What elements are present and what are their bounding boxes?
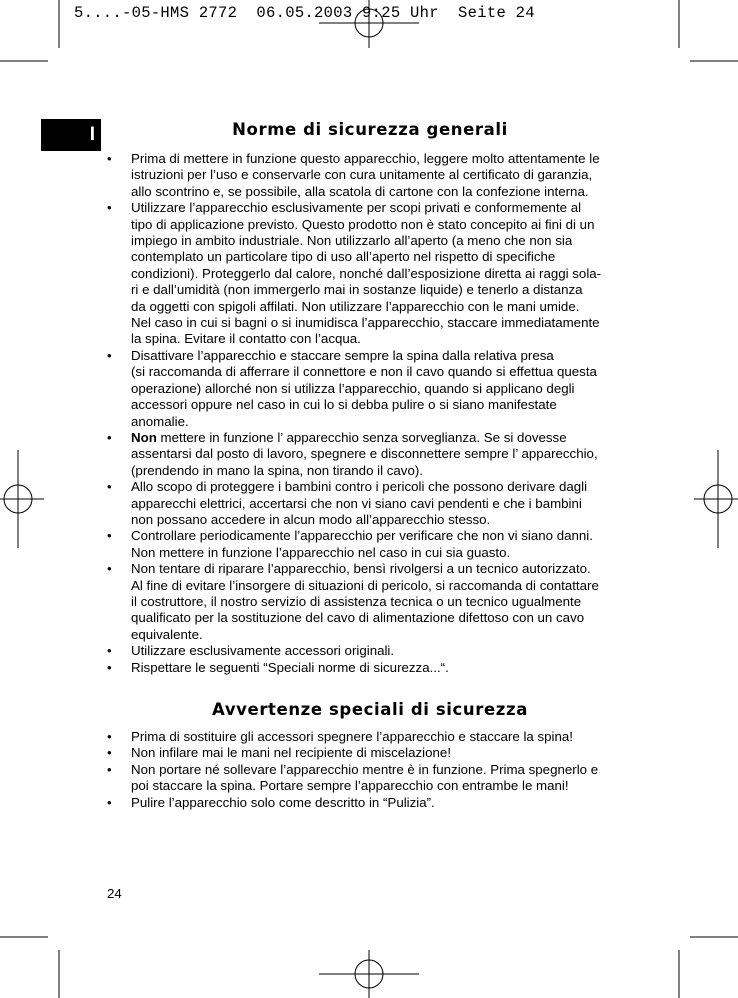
text-line: qualificato per la sostituzione del cavo di alimentazione difettoso con un cavo <box>131 610 585 626</box>
language-tab: I <box>41 119 101 151</box>
registration-mark-bottom <box>319 950 419 998</box>
list-item <box>107 151 635 200</box>
list-item <box>107 660 635 676</box>
list-item <box>107 762 635 795</box>
registration-mark-right <box>694 450 738 548</box>
text-line <box>131 430 635 446</box>
text-line: Non mettere in funzione l’apparecchio nel caso in cui sia guasto. <box>131 544 511 560</box>
text-line: • Controllare periodicamente l’apparecchio per verificare che non vi siano danni. <box>131 528 593 544</box>
list-item <box>107 430 635 479</box>
text-line: non possano accedere in alcun modo all’apparecchio stesso. <box>131 511 491 527</box>
text-line: • Disattivare l’apparecchio e staccare sempre la spina dalla relativa presa <box>131 347 554 363</box>
text-line: anomalie. <box>131 413 189 429</box>
text-line: • Allo scopo di proteggere i bambini contro i pericoli che possono derivare dagli <box>131 479 588 495</box>
list-item <box>107 729 635 745</box>
text-line: tipo di applicazione previsto. Questo prodotto non è stato concepito ai fini di un <box>131 216 595 232</box>
text-line: impiego in ambito industriale. Non utilizzarlo all’aperto (a meno che non sia <box>131 233 573 249</box>
text-line: il costruttore, il nostro servizio di assistenza tecnica o un tecnico ugualmente <box>131 593 582 609</box>
text-line: Al fine di evitare l’insorgere di situazioni di pericolo, si raccomanda di contattare <box>131 577 599 593</box>
text-line: • Non infilare mai le mani nel recipiente di miscelazione! <box>131 745 452 761</box>
text-line: • Rispettare le seguenti “Speciali norme di sicurezza...“. <box>131 659 449 675</box>
list-item <box>107 348 635 430</box>
text-line: equivalente. <box>131 626 203 642</box>
text-line: Nel caso in cui si bagni o si inumidisca l’apparecchio, staccare immediatamente <box>131 315 600 331</box>
list-item <box>107 528 635 561</box>
text-line: la spina. Evitare il contatto con l’acqua. <box>131 331 361 347</box>
text-line: da oggetti con spigoli affilati. Non utilizzare l’apparecchio con le mani umide. <box>131 298 580 314</box>
list-item <box>107 200 635 348</box>
registration-mark-left <box>0 450 44 548</box>
list-item <box>107 795 635 811</box>
registration-mark-top <box>319 0 419 48</box>
text-line: ri e dall’umidità (non immergerlo mai in sostanze liquide) e tenerlo a distanza <box>131 282 583 298</box>
text-line: istruzioni per l’uso e conservarle con cura unitamente al certificato di garanzia, <box>131 167 593 183</box>
list-item <box>107 561 635 643</box>
text-line: poi staccare la spina. Portare sempre l’apparecchio con entrambe le mani! <box>131 778 569 794</box>
emphasis-lead: Non <box>131 429 157 445</box>
special-safety-list <box>107 729 635 811</box>
text-line: • Utilizzare l’apparecchio esclusivamente per scopi privati e conformemente al <box>131 200 582 216</box>
text-line: condizioni). Proteggerlo dal calore, nonché dall’esposizione diretta ai raggi sola- <box>131 265 602 281</box>
text-line: (prendendo in mano la spina, non tirando il cavo). <box>131 462 423 478</box>
text-line: contemplato un particolare tipo di uso all’aperto nel rispetto di specifiche <box>131 249 556 265</box>
text-line: • Prima di sostituire gli accessori spegnere l’apparecchio e staccare la spina! <box>131 729 573 744</box>
list-item <box>107 479 635 528</box>
text-line: • Prima di mettere in funzione questo apparecchio, leggere molto attentamente le <box>131 151 600 166</box>
text-line-rest: mettere in funzione l’ apparecchio senza sorveglianza. Se si dovesse <box>156 429 567 445</box>
print-slug: 5....-05-HMS 2772 06.05.2003 9:25 Uhr Seite 24 <box>74 4 535 22</box>
text-line: operazione) allorché non si utilizza l’apparecchio, quando si applicano degli <box>131 380 575 396</box>
list-item <box>107 643 635 659</box>
text-line: (si raccomanda di afferrare il connettore e non il cavo quando si effettua questa <box>131 364 597 380</box>
page-number: 24 <box>107 886 122 901</box>
text-line: • Non portare né sollevare l’apparecchio mentre è in funzione. Prima spegnerlo e <box>131 761 599 777</box>
general-safety-list <box>107 151 635 676</box>
text-line: • Utilizzare esclusivamente accessori originali. <box>131 643 395 659</box>
text-line: • Non tentare di riparare l’apparecchio, bensì rivolgersi a un tecnico autorizzato. <box>131 561 591 577</box>
section-title-special-safety: Avvertenze speciali di sicurezza <box>212 700 528 719</box>
list-item <box>107 745 635 761</box>
section-title-general-safety: Norme di sicurezza generali <box>232 120 508 139</box>
text-line: apparecchi elettrici, accertarsi che non vi siano cavi pendenti e che i bambini <box>131 495 582 511</box>
text-line: assentarsi dal posto di lavoro, spegnere e disconnettere sempre l’ apparecchio, <box>131 446 598 462</box>
text-line: allo scontrino e, se possibile, alla scatola di cartone con la confezione interna. <box>131 183 589 199</box>
text-line: accessori oppure nel caso in cui lo si debba pulire o si siano manifestate <box>131 397 557 413</box>
text-line: • Pulire l’apparecchio solo come descritto in “Pulizia”. <box>131 794 435 810</box>
